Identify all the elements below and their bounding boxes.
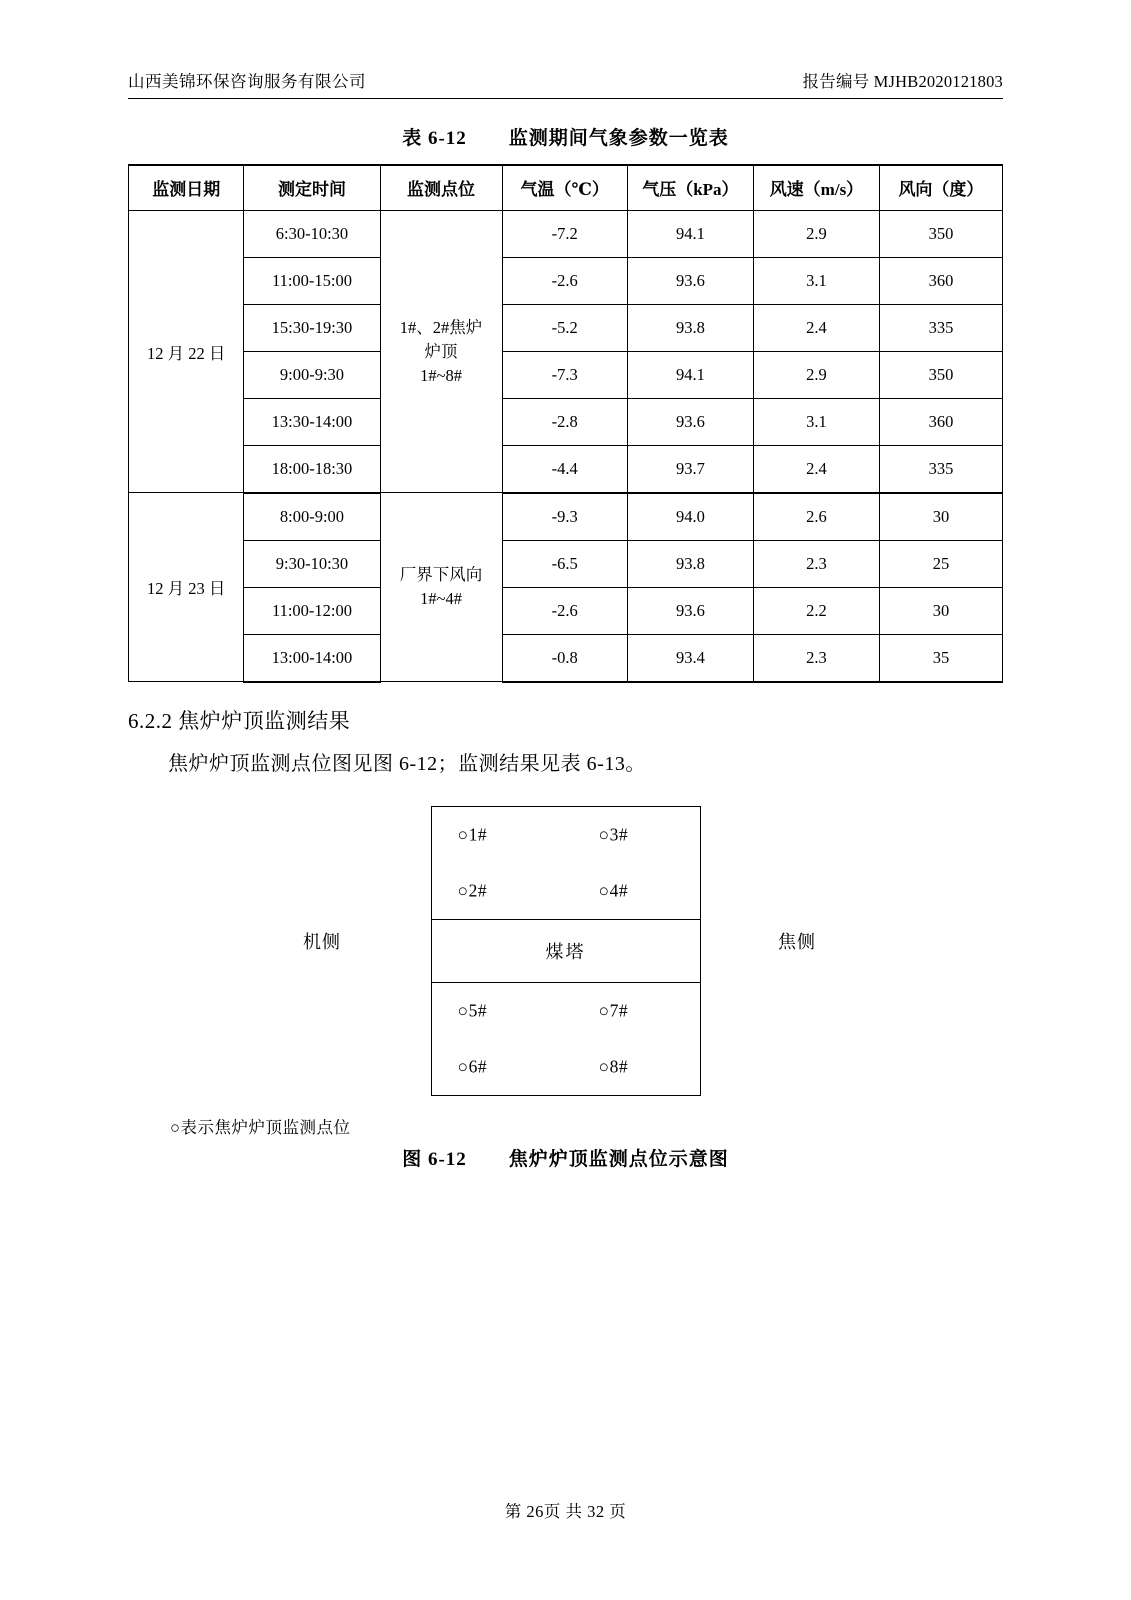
diagram-row-1 [432, 807, 700, 863]
diagram-row-4 [432, 1039, 700, 1095]
monitor-point-8: ○8# [598, 1056, 629, 1077]
cell-temperature: -2.6 [502, 257, 627, 304]
point-line-1: 厂界下风向 [399, 565, 483, 585]
figure-label-machine-side: 机侧 [303, 931, 341, 952]
point-line-1: 1#、2#焦炉 [399, 317, 483, 337]
figure-area [128, 806, 1003, 1106]
cell-winddirection: 35 [879, 634, 1002, 682]
header-report-number: 报告编号 MJHB2020121803 [802, 72, 1003, 91]
cell-temperature: -5.2 [502, 304, 627, 351]
cell-windspeed: 2.9 [754, 351, 880, 398]
cell-temperature: -9.3 [502, 493, 627, 541]
table-caption [128, 123, 1003, 150]
column-header-time: 测定时间 [244, 165, 380, 211]
column-header-pressure: 气压（kPa） [627, 165, 753, 211]
cell-temperature: -2.6 [502, 587, 627, 634]
cell-date: 12 月 22 日 [129, 210, 244, 493]
table-row [129, 304, 1003, 351]
monitor-point-5: ○5# [457, 1000, 488, 1021]
figure-caption [128, 1144, 1003, 1171]
table-row [129, 257, 1003, 304]
table-row [129, 587, 1003, 634]
cell-windspeed: 2.6 [754, 493, 880, 541]
table-caption-number: 表 6-12 [402, 127, 467, 149]
cell-time: 15:30-19:30 [244, 304, 380, 351]
monitor-point-6: ○6# [457, 1056, 488, 1077]
point-line-3: 1#~8# [420, 365, 463, 385]
cell-time: 8:00-9:00 [244, 493, 380, 541]
cell-windspeed: 3.1 [754, 257, 880, 304]
column-header-point: 监测点位 [380, 165, 502, 211]
cell-windspeed: 2.2 [754, 587, 880, 634]
table-row [129, 351, 1003, 398]
section-heading: 6.2.2 焦炉炉顶监测结果 [128, 708, 351, 733]
cell-pressure: 94.1 [627, 351, 753, 398]
column-header-winddirection: 风向（度） [879, 165, 1002, 211]
figure-caption-number: 图 6-12 [402, 1148, 467, 1170]
diagram-row-2 [432, 863, 700, 919]
column-header-date: 监测日期 [129, 165, 244, 211]
cell-winddirection: 350 [879, 351, 1002, 398]
cell-time: 9:30-10:30 [244, 540, 380, 587]
column-header-temperature: 气温（℃） [502, 165, 627, 211]
cell-temperature: -0.8 [502, 634, 627, 682]
cell-pressure: 93.6 [627, 398, 753, 445]
cell-winddirection: 25 [879, 540, 1002, 587]
cell-winddirection: 360 [879, 398, 1002, 445]
monitor-point-1: ○1# [457, 824, 488, 845]
cell-time: 18:00-18:30 [244, 445, 380, 493]
cell-winddirection: 360 [879, 257, 1002, 304]
cell-winddirection: 30 [879, 587, 1002, 634]
section-paragraph: 焦炉炉顶监测点位图见图 6-12；监测结果见表 6-13。 [168, 752, 646, 775]
meteorological-parameters-table [128, 164, 1003, 683]
cell-time: 11:00-12:00 [244, 587, 380, 634]
cell-windspeed: 2.4 [754, 445, 880, 493]
cell-time: 13:00-14:00 [244, 634, 380, 682]
monitor-point-7: ○7# [598, 1000, 629, 1021]
page-header [128, 0, 1003, 99]
cell-pressure: 93.7 [627, 445, 753, 493]
cell-windspeed: 3.1 [754, 398, 880, 445]
cell-pressure: 94.1 [627, 210, 753, 257]
monitor-point-2: ○2# [457, 880, 488, 901]
cell-pressure: 93.6 [627, 257, 753, 304]
table-row [129, 210, 1003, 257]
column-header-windspeed: 风速（m/s） [754, 165, 880, 211]
cell-windspeed: 2.3 [754, 540, 880, 587]
table-row [129, 540, 1003, 587]
cell-point [380, 493, 502, 682]
cell-temperature: -4.4 [502, 445, 627, 493]
point-line-2: 炉顶 [424, 341, 458, 361]
cell-pressure: 93.4 [627, 634, 753, 682]
figure-legend: ○表示焦炉炉顶监测点位 [170, 1117, 351, 1137]
cell-temperature: -7.2 [502, 210, 627, 257]
table-header-row [129, 165, 1003, 211]
cell-winddirection: 335 [879, 445, 1002, 493]
coal-tower-label: 煤塔 [432, 919, 700, 983]
diagram-row-3 [432, 983, 700, 1039]
table-row [129, 493, 1003, 541]
cell-date: 12 月 23 日 [129, 493, 244, 682]
cell-temperature: -6.5 [502, 540, 627, 587]
cell-pressure: 93.8 [627, 304, 753, 351]
cell-time: 13:30-14:00 [244, 398, 380, 445]
table-row [129, 445, 1003, 493]
table-body [129, 210, 1003, 682]
point-line-2: 1#~4# [420, 589, 463, 609]
cell-windspeed: 2.9 [754, 210, 880, 257]
cell-time: 11:00-15:00 [244, 257, 380, 304]
cell-pressure: 94.0 [627, 493, 753, 541]
cell-pressure: 93.6 [627, 587, 753, 634]
coke-oven-top-diagram [431, 806, 701, 1096]
page-footer: 第 26页 共 32 页 [504, 1502, 627, 1521]
cell-time: 6:30-10:30 [244, 210, 380, 257]
cell-winddirection: 30 [879, 493, 1002, 541]
cell-winddirection: 350 [879, 210, 1002, 257]
table-caption-title: 监测期间气象参数一览表 [508, 127, 729, 149]
monitor-point-3: ○3# [598, 824, 629, 845]
cell-temperature: -7.3 [502, 351, 627, 398]
cell-windspeed: 2.4 [754, 304, 880, 351]
table-row [129, 634, 1003, 682]
cell-winddirection: 335 [879, 304, 1002, 351]
cell-windspeed: 2.3 [754, 634, 880, 682]
cell-pressure: 93.8 [627, 540, 753, 587]
cell-temperature: -2.8 [502, 398, 627, 445]
figure-label-coke-side: 焦侧 [778, 931, 816, 952]
monitor-point-4: ○4# [598, 880, 629, 901]
cell-time: 9:00-9:30 [244, 351, 380, 398]
figure-caption-title: 焦炉炉顶监测点位示意图 [508, 1148, 729, 1170]
cell-point [380, 210, 502, 493]
table-row [129, 398, 1003, 445]
header-company: 山西美锦环保咨询服务有限公司 [128, 72, 366, 91]
